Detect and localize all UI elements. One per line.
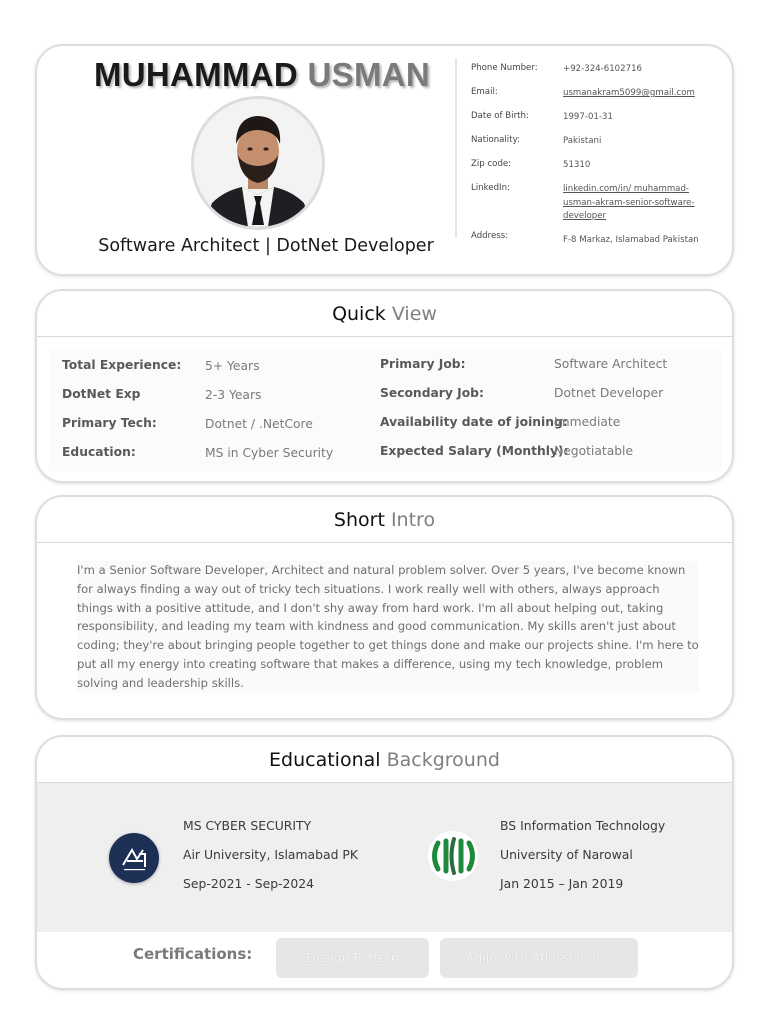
candidate-name [92,56,432,94]
qv-label: Primary Tech: [62,416,157,430]
email-link[interactable]: usmanakram5099@gmail.com [563,88,695,98]
qv-label: Secondary Job: [380,386,484,400]
profile-photo [191,96,325,230]
bs-institute: University of Narowal [500,847,633,862]
qv-value: 2-3 Years [205,388,262,402]
info-label: Address: [471,231,509,241]
title-part-grey: Background [386,749,500,771]
bs-degree: BS Information Technology [500,818,666,833]
qv-label: Primary Job: [380,357,466,371]
info-label: Phone Number: [471,63,538,73]
short-intro-title [37,497,732,543]
address-value: F-8 Markaz, Islamabad Pakistan [563,235,699,245]
certification-design-pattern[interactable]: Design Pattern [276,938,429,978]
qv-value: 5+ Years [205,359,260,373]
qv-label: Availability date of joining: [380,415,568,429]
qv-label: Expected Salary (Monthly): [380,444,569,458]
title-part-grey: Intro [390,509,436,531]
profile-header-card [35,44,734,276]
education-card [35,735,734,990]
bs-period: Jan 2015 – Jan 2019 [500,876,624,891]
university-of-narowal-logo-icon [428,831,478,881]
zip-value: 51310 [563,160,591,170]
qv-value: Negotiatable [554,444,634,458]
certifications-label: Certifications: [133,945,253,963]
qv-label: Education: [62,445,136,459]
title-part-grey: View [391,303,437,325]
job-role: Software Architect | DotNet Developer [98,236,434,256]
qv-value: Dotnet Developer [554,386,664,400]
info-label: LinkedIn: [471,183,510,193]
short-intro-card [35,495,734,720]
certification-agile-jira[interactable]: Agile with Atlassian Jira [440,938,638,978]
info-label: Date of Birth: [471,111,529,121]
quick-view-title [37,291,732,337]
quick-view-card [35,289,734,483]
ms-institute: Air University, Islamabad PK [183,847,358,862]
air-university-logo-icon [109,833,159,883]
title-part-dark: Quick [332,303,386,325]
info-label: Zip code: [471,159,512,169]
education-title [37,737,732,783]
nationality-value: Pakistani [563,136,602,146]
qv-label: Total Experience: [62,358,182,372]
last-name: USMAN [307,56,430,93]
info-label: Email: [471,87,498,97]
qv-label: DotNet Exp [62,387,141,401]
title-part-dark: Short [333,509,385,531]
ms-degree: MS CYBER SECURITY [183,818,312,833]
info-label: Nationality: [471,135,520,145]
qv-value: MS in Cyber Security [205,446,334,460]
intro-paragraph: I'm a Senior Software Developer, Architect and natural problem solver. Over 5 years, I've become known for always finding a way out of tricky tech situations. I work really well with others, always approach things with a positive attitude, and I don't shy away from hard work. I'm all about helping out, taking responsibility, and leading my team with kindness and good communication. My skills aren't just about coding; they're about bringing people together to get things done and make our projects shine. I'm here to put all my energy into creating software that makes a difference, using my tech knowledge, problem solving and leadership skills. [77,561,699,693]
header-divider [455,58,457,238]
ms-period: Sep-2021 - Sep-2024 [183,876,315,891]
qv-value: Immediate [554,415,621,429]
dob-value: 1997-01-31 [563,112,613,122]
first-name: MUHAMMAD [94,56,299,93]
phone-value: +92-324-6102716 [563,64,643,74]
qv-value: Dotnet / .NetCore [205,417,313,431]
linkedin-link[interactable]: linkedin.com/in/ muhammad-usman-akram-senior-software-developer [563,184,695,221]
title-part-dark: Educational [269,749,381,771]
qv-value: Software Architect [554,357,668,371]
